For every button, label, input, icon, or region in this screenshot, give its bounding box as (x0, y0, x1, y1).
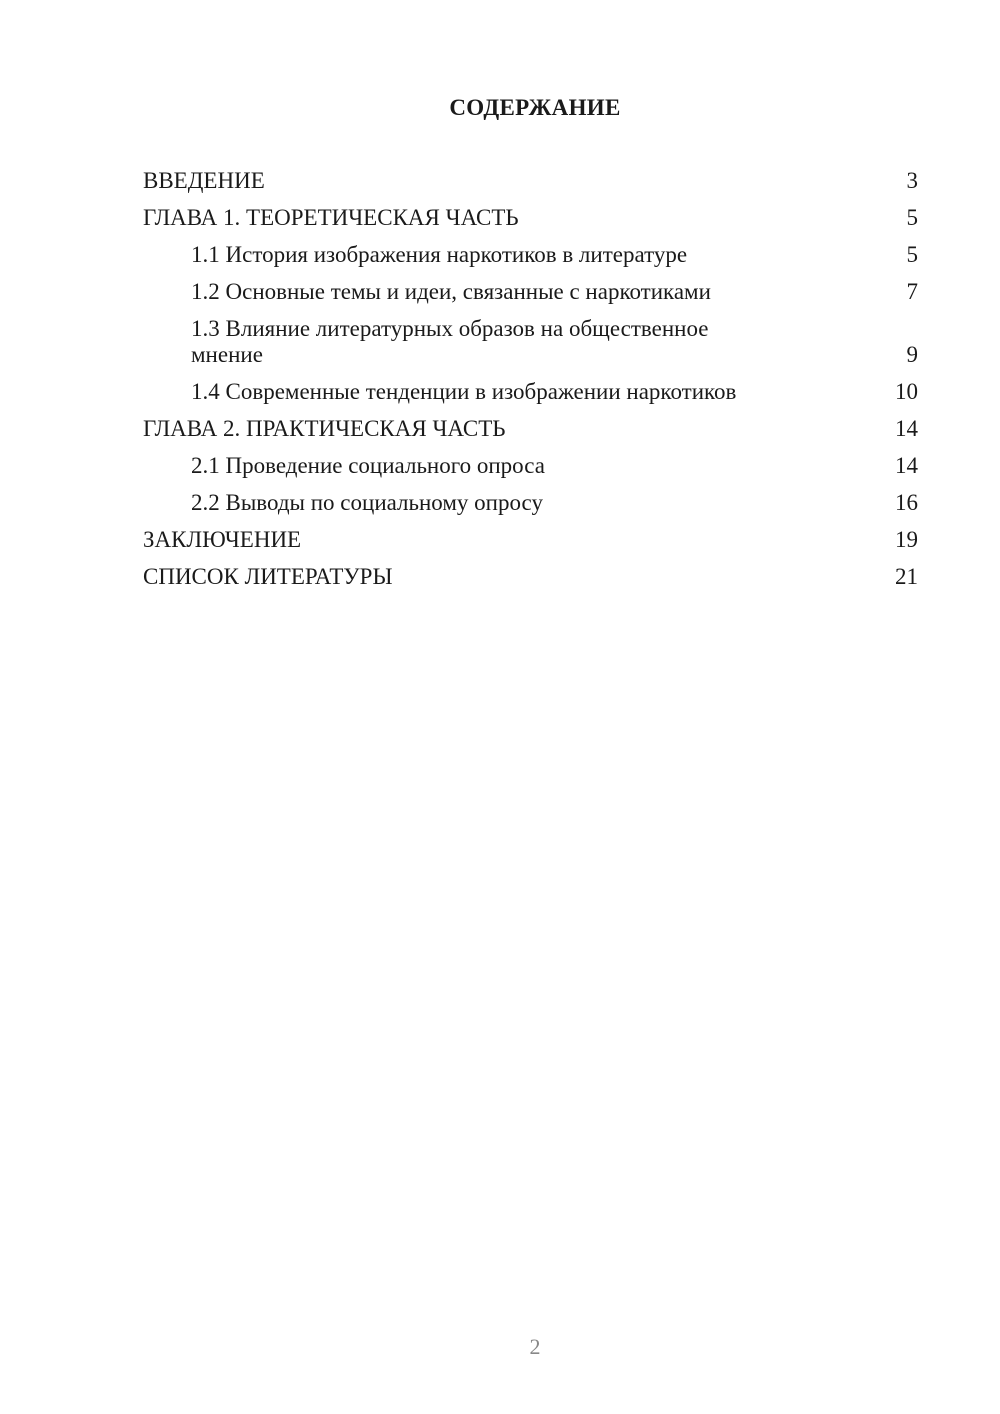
toc-entry-title: 1.2 Основные темы и идеи, связанные с наркотиками (191, 279, 711, 304)
toc-entry-section-2-1[interactable] (143, 453, 918, 479)
toc-entry-page: 19 (895, 527, 918, 552)
toc-entry-section-1-3[interactable] (143, 316, 918, 368)
toc-entry-title: 2.2 Выводы по социальному опросу (191, 490, 543, 515)
toc-entry-references[interactable] (143, 564, 918, 590)
toc-entry-introduction[interactable] (143, 168, 918, 194)
toc-entry-title: ЗАКЛЮЧЕНИЕ (143, 527, 302, 552)
toc-entry-title: ГЛАВА 2. ПРАКТИЧЕСКАЯ ЧАСТЬ (143, 416, 506, 441)
toc-entry-section-1-4[interactable] (143, 379, 918, 405)
toc-entry-page: 7 (906, 279, 918, 304)
toc-entry-section-2-2[interactable] (143, 490, 918, 516)
toc-entry-page: 3 (906, 168, 918, 193)
toc-heading: СОДЕРЖАНИЕ (449, 95, 621, 120)
toc-entry-title: ГЛАВА 1. ТЕОРЕТИЧЕСКАЯ ЧАСТЬ (143, 205, 519, 230)
toc-entry-page: 5 (906, 242, 918, 267)
toc-entry-page: 16 (895, 490, 918, 515)
toc-entry-title: 1.1 История изображения наркотиков в литературе (191, 242, 688, 267)
toc-entry-chapter-2[interactable] (143, 416, 918, 442)
toc-entry-conclusion[interactable] (143, 527, 918, 553)
toc-entry-page: 14 (895, 453, 918, 478)
toc-entry-title: 1.4 Современные тенденции в изображении наркотиков (191, 379, 737, 404)
toc-entry-section-1-2[interactable] (143, 279, 918, 305)
toc-entry-title: СПИСОК ЛИТЕРАТУРЫ (143, 564, 393, 589)
toc-entry-page: 5 (906, 205, 918, 230)
page-number: 2 (529, 1334, 541, 1359)
toc-entry-page: 9 (906, 342, 918, 367)
toc-entry-title: ВВЕДЕНИЕ (143, 168, 265, 193)
toc-entry-title: 1.3 Влияние литературных образов на общественное мнение (191, 316, 709, 367)
toc-entry-section-1-1[interactable] (143, 242, 918, 268)
toc-entry-chapter-1[interactable] (143, 205, 918, 231)
toc-entry-page: 10 (895, 379, 918, 404)
toc-entry-page: 14 (895, 416, 918, 441)
toc-entry-page: 21 (895, 564, 918, 589)
table-of-contents (143, 168, 918, 601)
toc-entry-title: 2.1 Проведение социального опроса (191, 453, 545, 478)
